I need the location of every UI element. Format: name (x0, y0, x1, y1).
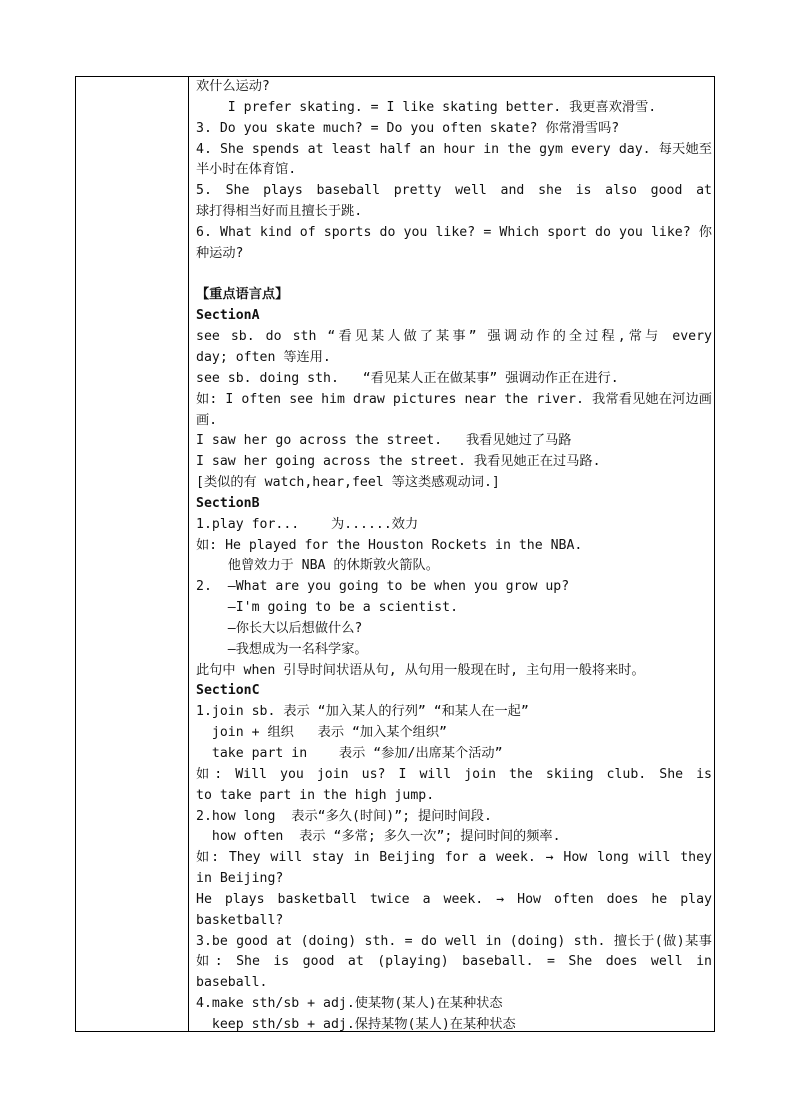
text-line: see sb. do sth “看见某人做了某事” 强调动作的全过程,常与 every (196, 329, 712, 345)
text-line: how often 表示 “多常; 多久一次”; 提问时间的频率. (196, 829, 561, 845)
text-line: basketball? (196, 912, 284, 928)
text-line (196, 265, 712, 286)
text-line: 种运动? (196, 245, 244, 261)
text-line: 如: She is good at (playing) baseball. = She does well in (196, 954, 712, 970)
text-line: SectionC (196, 683, 260, 699)
text-line: baseball. (196, 975, 268, 991)
text-line: see sb. doing sth. “看见某人正在做某事” 强调动作正在进行. (196, 370, 619, 386)
text-line: in Beijing? (196, 871, 284, 887)
text-line: —我想成为一名科学家。 (196, 641, 368, 657)
text-line: 1.join sb. 表示 “加入某人的行列” “和某人在一起” (196, 704, 529, 720)
text-line: He plays basketball twice a week. → How often does he play (196, 891, 712, 907)
text-line: 此句中 when 引导时间状语从句, 从句用一般现在时, 主句用一般将来时。 (196, 662, 645, 678)
text-line: I prefer skating. = I like skating better. 我更喜欢滑雪. (196, 99, 657, 115)
text-line: 如: He played for the Houston Rockets in the NBA. (196, 537, 583, 553)
content-cell (196, 77, 712, 1036)
text-line: SectionB (196, 495, 260, 511)
text-line: 6. What kind of sports do you like? = Which sport do you like? 你 (196, 224, 712, 240)
text-line: 5. She plays baseball pretty well and she is also good at (196, 183, 712, 199)
text-line: 半小时在体育馆. (196, 162, 297, 178)
left-column-cell (76, 77, 189, 1031)
text-line: 如: I often see him draw pictures near the river. 我常看见她在河边画 (196, 391, 712, 407)
text-line: 画. (196, 412, 218, 428)
text-line: 3.be good at (doing) sth. = do well in (doing) sth. 擅长于(做)某事 (196, 933, 712, 949)
text-line: take part in 表示 “参加/出席某个活动” (196, 746, 503, 761)
text-line: 欢什么运动? (196, 79, 270, 94)
text-line: 如: They will stay in Beijing for a week. → How long will they (196, 850, 712, 866)
text-line: 如: Will you join us? I will join the skiing club. She is (196, 766, 712, 782)
text-line: 4.make sth/sb + adj.使某物(某人)在某种状态 (196, 996, 503, 1012)
text-line: SectionA (196, 308, 260, 324)
text-line: 2. —What are you going to be when you grow up? (196, 579, 570, 595)
text-line: 他曾效力于 NBA 的休斯敦火箭队。 (196, 558, 439, 574)
text-line: 【重点语言点】 (196, 287, 289, 303)
text-line: 球打得相当好而且擅长于跳. (196, 204, 363, 220)
text-line: [类似的有 watch,hear,feel 等这类感观动词.] (196, 475, 500, 491)
text-line: 2.how long 表示“多久(时间)”; 提问时间段. (196, 808, 492, 824)
text-line: —I'm going to be a scientist. (196, 600, 459, 616)
text-line: keep sth/sb + adj.保持某物(某人)在某种状态 (196, 1016, 516, 1032)
text-line: join + 组织 表示 “加入某个组织” (196, 725, 447, 741)
text-line: day; often 等连用. (196, 349, 331, 365)
text-line: to take part in the high jump. (196, 787, 435, 803)
document-table (75, 76, 715, 1032)
text-line: I saw her going across the street. 我看见她正在过马路. (196, 454, 601, 470)
text-line: 3. Do you skate much? = Do you often skate? 你常滑雪吗? (196, 120, 620, 136)
text-line: 4. She spends at least half an hour in the gym every day. 每天她至 (196, 141, 712, 157)
text-line: —你长大以后想做什么? (196, 620, 363, 636)
text-line: I saw her go across the street. 我看见她过了马路 (196, 433, 572, 449)
text-line: 1.play for... 为......效力 (196, 516, 419, 532)
